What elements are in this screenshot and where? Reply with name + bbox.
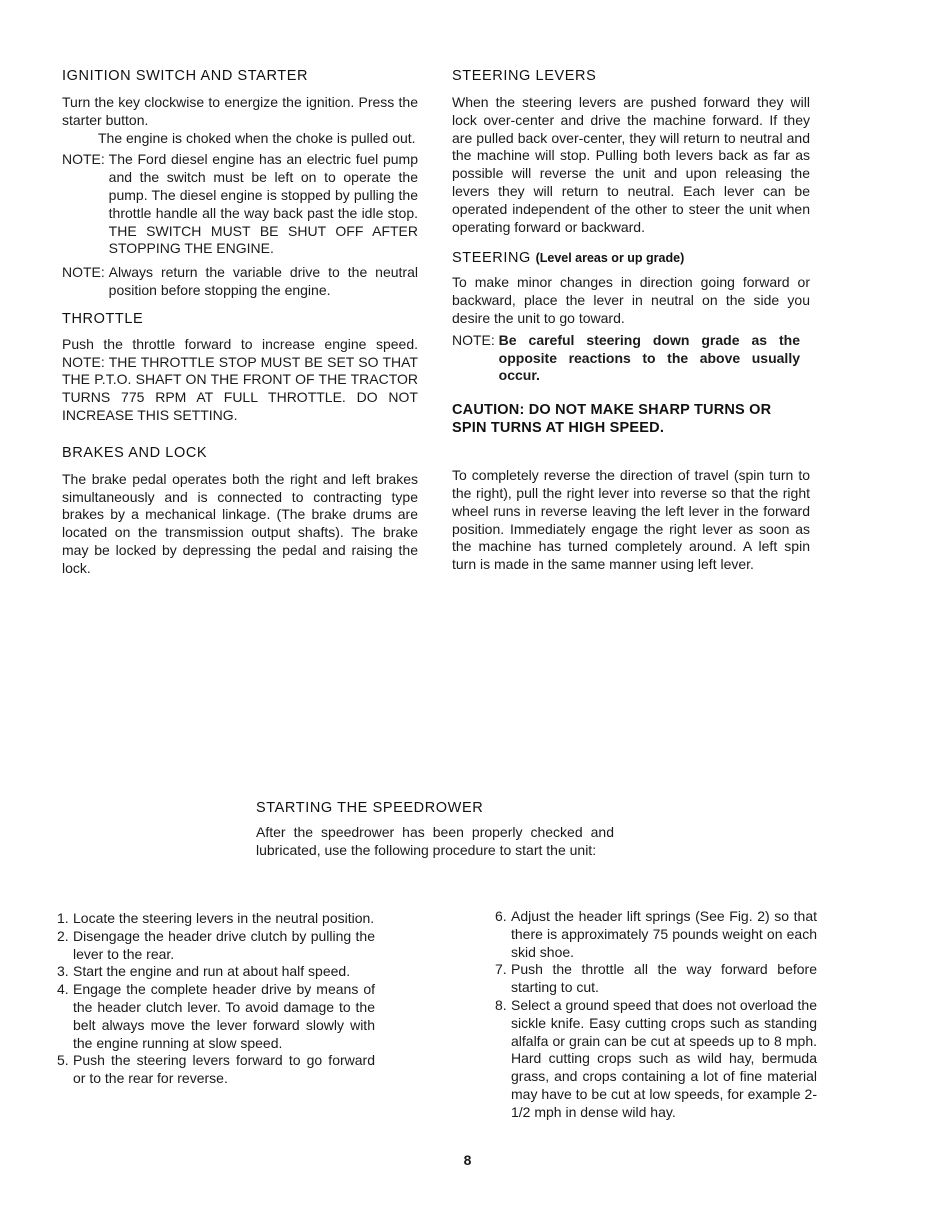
step-text: Adjust the header lift springs (See Fig. 2) so that there is approximately 75 pounds weight on each skid shoe. <box>511 908 817 960</box>
step-number: 3. <box>57 963 69 980</box>
step-text: Push the steering levers forward to go forward or to the rear for reverse. <box>73 1052 375 1087</box>
procedure-step <box>495 961 817 997</box>
steering-heading-main: STEERING <box>452 250 531 267</box>
note-label: NOTE: <box>62 264 109 281</box>
step-number: 1. <box>57 910 69 926</box>
right-column <box>452 68 810 574</box>
brakes-paragraph: The brake pedal operates both the right and left brakes simultaneously and is connected to contracting type brakes by a mechanical linkage. (The brake drums are located on the transmission output shafts). The brake may be locked by depressing the pedal and raising the lock. <box>62 470 418 576</box>
procedure-step <box>495 908 817 961</box>
step-number: 2. <box>57 927 69 944</box>
step-text: Engage the complete header drive by means of the header clutch lever. To avoid damage to the belt always move the lever forward slowly with the engine running at slow speed. <box>73 981 375 1051</box>
steps-right-column <box>495 908 817 1122</box>
procedure-step <box>57 928 375 964</box>
brakes-heading: BRAKES AND LOCK <box>62 444 208 461</box>
steps-list-right <box>495 908 817 1122</box>
steering-paragraph: To make minor changes in direction going forward or backward, place the lever in neutral on the side you desire the unit to go toward. <box>452 274 810 326</box>
note-label: NOTE: <box>62 151 109 168</box>
steering-heading-sub: (Level areas or up grade) <box>535 251 685 266</box>
procedure-step <box>57 1052 375 1088</box>
procedure-step <box>57 981 375 1052</box>
note-label: NOTE: <box>452 331 499 348</box>
throttle-paragraph: Push the throttle forward to increase engine speed. NOTE: THE THROTTLE STOP MUST BE SET SO THAT THE P.T.O. SHAFT ON THE FRONT OF THE TRACTOR TURNS 775 RPM AT FULL THROTTLE. DO NOT INCREASE THIS SETTING. <box>62 335 418 423</box>
spin-turn-paragraph: To completely reverse the direction of travel (spin turn to the right), pull the right lever into reverse so that the right wheel runs in reverse leaving the left lever in the forward position. Immediately engage the right lever as soon as the machine has turned completely around. A left spin turn is made in the same manner using left lever. <box>452 467 810 573</box>
note-text: Always return the variable drive to the neutral position before stopping the engine. <box>108 264 418 298</box>
steering-levers-heading: STEERING LEVERS <box>452 68 597 84</box>
step-text: Disengage the header drive clutch by pulling the lever to the rear. <box>73 927 375 962</box>
ignition-heading: IGNITION SWITCH AND STARTER <box>62 68 309 84</box>
page-number: 8 <box>463 1152 472 1168</box>
left-column <box>62 68 418 578</box>
caution-heading: CAUTION: DO NOT MAKE SHARP TURNS OR SPIN TURNS AT HIGH SPEED. <box>452 402 772 437</box>
steps-list-left <box>57 910 375 1088</box>
step-number: 8. <box>495 996 507 1013</box>
ignition-note-2 <box>62 264 418 300</box>
ignition-paragraph-1: Turn the key clockwise to energize the ignition. Press the starter button. <box>62 94 418 128</box>
step-number: 5. <box>57 1052 69 1069</box>
procedure-step <box>57 910 375 928</box>
procedure-step <box>495 997 817 1122</box>
step-text: Select a ground speed that does not overload the sickle knife. Easy cutting crops such as standing alfalfa or grain can be cut at speeds up to 8 mph. Hard cutting crops such as wild hay, bermuda grass, and crops containing a lot of fine material may have to be cut at low speeds, for example 2-1/2 mph in dense wild hay. <box>511 996 817 1120</box>
step-text: Locate the steering levers in the neutral position. <box>73 910 375 926</box>
ignition-paragraph-2: The engine is choked when the choke is pulled out. <box>98 129 416 146</box>
note-text: The Ford diesel engine has an electric fuel pump and the switch must be left on to operate the pump. The diesel engine is stopped by pulling the throttle handle all the way back past the idle stop. THE SWITCH MUST BE SHUT OFF AFTER STOPPING THE ENGINE. <box>108 151 418 257</box>
ignition-note-1 <box>62 151 418 258</box>
throttle-heading: THROTTLE <box>62 310 144 327</box>
steering-note <box>452 332 810 385</box>
procedure-step <box>57 963 375 981</box>
starting-heading: STARTING THE SPEEDROWER <box>256 800 484 816</box>
steps-left-column <box>57 910 375 1088</box>
steering-heading <box>452 250 810 266</box>
step-number: 6. <box>495 908 507 924</box>
note-text: Be careful steering down grade as the opposite reactions to the above usually occur. <box>498 331 800 384</box>
starting-section <box>256 800 614 860</box>
step-text: Push the throttle all the way forward before starting to cut. <box>511 961 817 996</box>
starting-intro: After the speedrower has been properly checked and lubricated, use the following procedure to start the unit: <box>256 824 614 858</box>
step-number: 7. <box>495 961 507 978</box>
step-text: Start the engine and run at about half speed. <box>73 963 351 980</box>
steering-levers-paragraph: When the steering levers are pushed forward they will lock over-center and drive the machine forward. If they are pulled back over-center, they will return to neutral and the machine will stop. Pulling both levers back as far as possible will reverse the unit and upon releasing the levers they will return to neutral. Each lever can be operated independent of the other to steer the unit when operating forward or backward. <box>452 94 810 235</box>
step-number: 4. <box>57 981 69 998</box>
